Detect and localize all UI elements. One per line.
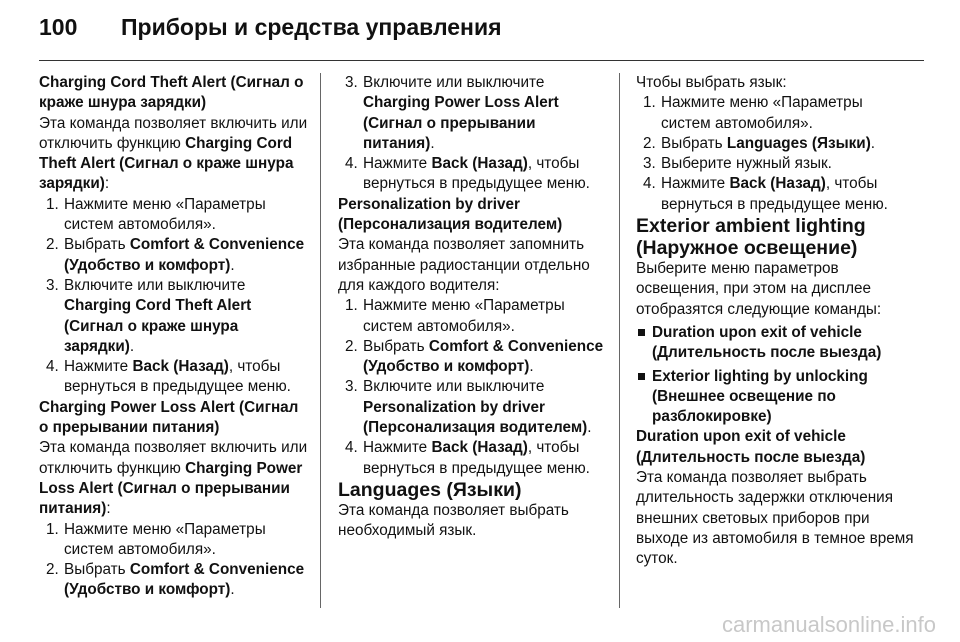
section-text-exterior-lighting: Выберите меню параметров освещения, при этом на дисплее отобразятся следующие команды: <box>636 260 882 318</box>
section-title-exterior-lighting: Exterior ambient lighting (Наружное освещение) <box>636 215 866 260</box>
bullet-item: Exterior lighting by unlocking (Внешнее освещение по разблокировке) <box>636 367 916 428</box>
steps-languages <box>636 93 916 215</box>
section-text-power-loss: Эта команда позволяет включить или отключить функцию Charging Power Loss Alert (Сигнал о прерывании питания): <box>39 439 308 518</box>
section-text-charging-cord: Эта команда позволяет включить или отключить функцию Charging Cord Theft Alert (Сигнал о краже шнура зарядки): <box>39 114 308 193</box>
column-3 <box>636 73 916 570</box>
step-item: 1. Нажмите меню «Параметры систем автомобиля». <box>345 297 565 335</box>
header-rule <box>39 60 924 61</box>
steps-power-loss-part1 <box>39 520 311 601</box>
section-title-power-loss: Charging Power Loss Alert (Сигнал о прерывании питания) <box>39 398 299 437</box>
bullet-square-icon <box>638 329 645 336</box>
bullet-item: Duration upon exit of vehicle (Длительность после выезда) <box>636 323 916 364</box>
section-title-personalization: Personalization by driver (Персонализация водителем) <box>338 195 563 234</box>
steps-personalization <box>338 296 610 479</box>
step-item: 3. Включите или выключите Charging Power Loss Alert (Сигнал о прерывании питания). <box>345 74 559 152</box>
section-text-personalization: Эта команда позволяет запомнить избранные радиостанции отдельно для каждого водителя: <box>338 236 590 294</box>
section-text-languages: Эта команда позволяет выбрать необходимый язык. <box>338 501 569 540</box>
step-item: 1. Нажмите меню «Параметры систем автомобиля». <box>46 195 266 234</box>
column-1 <box>39 73 311 601</box>
exterior-lighting-options <box>636 323 916 427</box>
step-item: 3. Включите или выключите Charging Cord Theft Alert (Сигнал о краже шнура зарядки). <box>46 276 252 355</box>
step-item: 1. Нажмите меню «Параметры систем автомобиля». <box>46 520 266 558</box>
step-item: 3. Выберите нужный язык. <box>643 155 832 173</box>
step-item: 2. Выбрать Comfort & Convenience (Удобство и комфорт). <box>46 236 305 274</box>
steps-charging-cord <box>39 195 311 398</box>
column-2 <box>338 73 610 542</box>
section-title-languages: Languages (Языки) <box>338 478 522 501</box>
step-item: 4. Нажмите Back (Назад), чтобы вернуться в предыдущее меню. <box>345 439 590 477</box>
steps-power-loss-part2 <box>338 73 610 195</box>
bullet-square-icon <box>638 373 645 380</box>
watermark: carmanualsonline.info <box>721 612 936 637</box>
step-item: 4. Нажмите Back (Назад), чтобы вернуться в предыдущее меню. <box>643 175 888 213</box>
section-title-duration: Duration upon exit of vehicle (Длительность после выезда) <box>636 428 866 466</box>
column-divider-1 <box>320 73 321 608</box>
step-item: 1. Нажмите меню «Параметры систем автомобиля». <box>643 94 863 132</box>
column-divider-2 <box>619 73 620 608</box>
step-item: 2. Выбрать Comfort & Convenience (Удобство и комфорт). <box>46 561 305 599</box>
step-item: 2. Выбрать Comfort & Convenience (Удобство и комфорт). <box>345 337 604 376</box>
step-item: 3. Включите или выключите Personalization by driver (Персонализация водителем). <box>345 378 592 437</box>
step-item: 2. Выбрать Languages (Языки). <box>643 134 876 152</box>
page-title: Приборы и средства управления <box>121 14 502 40</box>
step-item: 4. Нажмите Back (Назад), чтобы вернуться в предыдущее меню. <box>345 155 590 193</box>
page-number: 100 <box>39 14 78 40</box>
step-item: 4. Нажмите Back (Назад), чтобы вернуться в предыдущее меню. <box>46 358 291 396</box>
languages-intro: Чтобы выбрать язык: <box>636 74 787 91</box>
section-text-duration: Эта команда позволяет выбрать длительность задержки отключения внешних световых приборов при выходе из автомобиля в темное время суток. <box>636 469 914 568</box>
section-title-charging-cord: Charging Cord Theft Alert (Сигнал о краже шнура зарядки) <box>39 74 304 112</box>
page-header <box>39 14 502 41</box>
